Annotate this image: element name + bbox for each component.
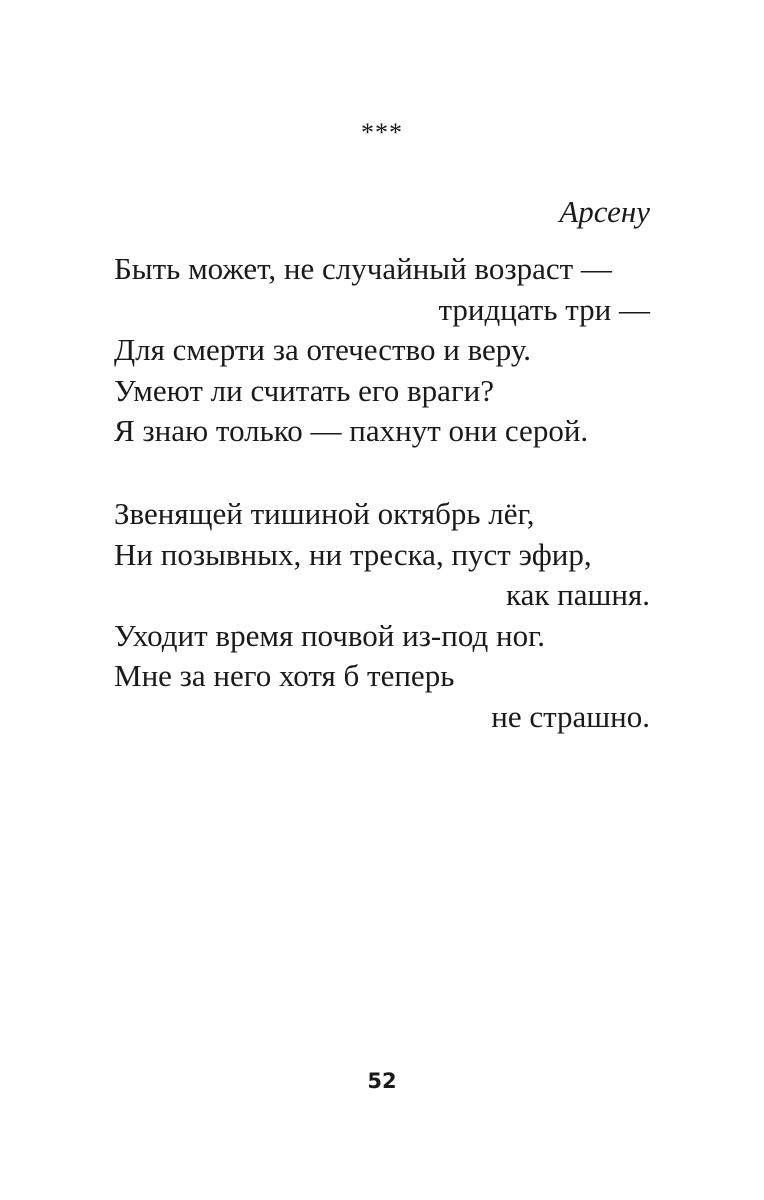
poem-line: не страшно.: [491, 698, 650, 734]
dedication: Арсену: [559, 194, 650, 229]
poem-line: Мне за него хотя б теперь: [114, 658, 455, 693]
poem-line: Ни позывных, ни треска, пуст эфир,: [114, 536, 592, 572]
poem-line: тридцать три —: [438, 291, 650, 327]
stanza: [114, 249, 650, 452]
poem-line: Я знаю только — пахнут они серой.: [114, 413, 589, 448]
poem-line: Умеют ли считать его враги?: [114, 372, 495, 408]
stanza: [114, 494, 650, 737]
poem-line: Уходит время почвой из-под ног.: [114, 617, 546, 653]
poem-line: Звенящей тишиной октябрь лёг,: [114, 496, 535, 531]
poem-line: Для смерти за отечество и веру.: [114, 332, 532, 367]
page-number: 52: [367, 1069, 397, 1093]
section-separator: ***: [361, 118, 403, 147]
poem-line: Быть может, не случайный возраст —: [114, 251, 612, 286]
poem-line: как пашня.: [506, 577, 650, 612]
